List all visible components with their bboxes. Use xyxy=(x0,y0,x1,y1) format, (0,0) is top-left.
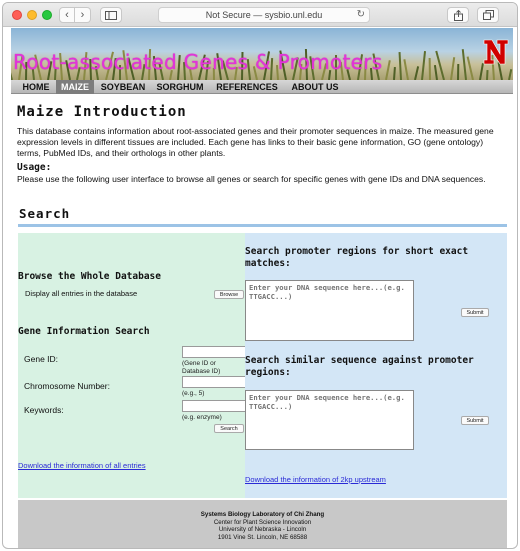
corn-stalk xyxy=(421,51,426,80)
corn-stalk xyxy=(508,69,512,80)
nebraska-logo[interactable] xyxy=(483,38,509,66)
web-page xyxy=(11,28,513,548)
footer-lab-name: Systems Biology Laboratory of Chi Zhang xyxy=(200,511,325,518)
main-nav xyxy=(11,80,513,94)
corn-stalk xyxy=(466,56,473,80)
footer-line-3: 1901 Vine St. Lincoln, NE 68588 xyxy=(217,533,308,541)
download-all-link[interactable]: Download the information of all entries xyxy=(18,461,146,470)
divider xyxy=(18,224,507,227)
gene-id-hint: (Gene ID or Database ID) xyxy=(182,360,221,375)
browse-heading: Browse the Whole Database xyxy=(18,271,161,282)
share-icon xyxy=(454,10,463,21)
corn-stalk xyxy=(486,70,489,80)
page-footer xyxy=(18,500,507,548)
nav-item-home[interactable]: HOME xyxy=(22,82,50,92)
corn-stalk xyxy=(428,58,430,80)
chevron-right-icon: › xyxy=(80,8,85,21)
browser-toolbar xyxy=(3,3,517,27)
gene-search-button[interactable]: Search xyxy=(214,424,244,433)
site-banner xyxy=(11,28,513,80)
back-button[interactable] xyxy=(59,7,75,23)
gene-info-heading: Gene Information Search xyxy=(18,326,150,337)
promoter-exact-textarea[interactable] xyxy=(245,280,414,341)
chromosome-label: Chromosome Number: xyxy=(24,381,110,391)
sidebar-button[interactable] xyxy=(100,7,122,23)
browser-window xyxy=(2,2,518,549)
nav-item-maize[interactable]: MAIZE xyxy=(56,80,94,94)
zoom-window-button[interactable] xyxy=(42,10,52,20)
corn-stalk xyxy=(414,66,419,80)
usage-heading: Usage: xyxy=(17,162,52,173)
share-button[interactable] xyxy=(447,7,469,23)
tabs-icon xyxy=(483,10,494,20)
corn-stalk xyxy=(461,49,466,80)
reload-icon[interactable]: ↻ xyxy=(356,9,365,20)
footer-line-2: University of Nebraska - Lincoln xyxy=(218,526,307,534)
keywords-input[interactable] xyxy=(182,400,248,412)
promoter-similar-heading: Search similar sequence against promoter regions: xyxy=(245,355,474,378)
chromosome-input[interactable] xyxy=(182,376,248,388)
search-heading: Search xyxy=(19,206,71,221)
close-window-button[interactable] xyxy=(12,10,22,20)
address-text: Not Secure — sysbio.unl.edu xyxy=(205,10,323,20)
nav-item-references[interactable]: REFERENCES xyxy=(216,82,278,92)
gene-id-input[interactable] xyxy=(182,346,248,358)
corn-stalk xyxy=(403,59,409,80)
browse-label: Display all entries in the database xyxy=(25,289,138,298)
banner-title: Root-associated Genes & Promoters xyxy=(13,50,383,74)
gene-id-label: Gene ID: xyxy=(24,354,59,364)
gene-search-panel xyxy=(18,233,245,498)
corn-stalk xyxy=(385,60,391,80)
chromosome-hint: (e.g., 5) xyxy=(182,390,205,397)
intro-paragraph: This database contains information about root-associated genes and their promoter sequences in maize. The measured gene expression levels in different tissues are included. Each gene has links to their basic gene information, GO (gene ontology) terms, PubMed IDs, and their orthologs in other plants. xyxy=(17,126,494,158)
tabs-button[interactable] xyxy=(477,7,499,23)
corn-stalk xyxy=(450,57,455,80)
nav-item-soybean[interactable]: SOYBEAN xyxy=(100,82,146,92)
footer-line-1: Center for Plant Science Innovation xyxy=(213,518,312,526)
nav-item-about-us[interactable]: ABOUT US xyxy=(291,82,339,92)
promoter-similar-textarea[interactable] xyxy=(245,390,414,450)
forward-button[interactable] xyxy=(75,7,91,23)
download-upstream-link[interactable]: Download the information of 2kp upstream xyxy=(245,475,386,484)
corn-stalk xyxy=(457,64,459,80)
corn-stalk xyxy=(434,65,438,80)
promoter-exact-submit-button[interactable]: Submit xyxy=(461,308,489,317)
nav-item-sorghum[interactable]: SORGHUM xyxy=(156,82,204,92)
promoter-search-panel xyxy=(245,233,507,498)
keywords-hint: (e.g. enzyme) xyxy=(182,414,222,421)
browse-button[interactable]: Browse xyxy=(214,290,244,299)
address-bar[interactable] xyxy=(158,7,370,23)
keywords-label: Keywords: xyxy=(24,405,64,415)
corn-stalk xyxy=(393,67,396,80)
minimize-window-button[interactable] xyxy=(27,10,37,20)
usage-paragraph: Please use the following user interface to browse all genes or search for specific genes with gene IDs and DNA sequences. xyxy=(17,174,486,184)
corn-stalk xyxy=(398,52,401,80)
sidebar-icon xyxy=(105,11,117,20)
promoter-exact-heading: Search promoter regions for short exact matches: xyxy=(245,246,469,269)
promoter-similar-submit-button[interactable]: Submit xyxy=(461,416,489,425)
chevron-left-icon: ‹ xyxy=(65,8,69,21)
page-title: Maize Introduction xyxy=(17,104,187,120)
